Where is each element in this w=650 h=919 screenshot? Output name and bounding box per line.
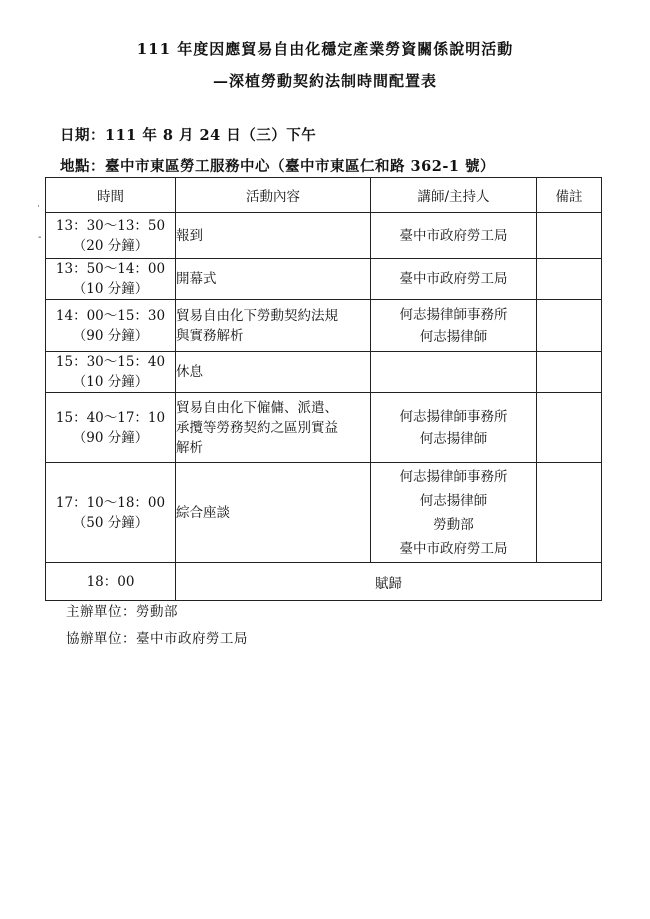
speaker-text: 勞動部 xyxy=(433,516,474,533)
table-row xyxy=(46,393,602,463)
note-cell xyxy=(537,463,602,563)
speaker-text: 臺中市政府勞工局 xyxy=(399,271,508,287)
speaker-text: 臺中市政府勞工局 xyxy=(399,227,508,244)
activity-cell xyxy=(176,352,371,393)
time-duration: （20 分鐘） xyxy=(72,237,149,254)
time-range: 14：00～15：30 xyxy=(55,307,166,324)
note-cell xyxy=(537,259,602,300)
final-label-cell: 賦歸 xyxy=(176,563,602,601)
time-duration: （10 分鐘） xyxy=(72,281,149,297)
speaker-text: 何志揚律師 xyxy=(419,430,488,447)
note-cell xyxy=(537,300,602,352)
speaker-cell xyxy=(371,393,537,463)
note-cell xyxy=(537,352,602,393)
activity-text: 承攬等勞務契約之區別實益 xyxy=(176,419,338,436)
activity-text: 休息 xyxy=(176,364,203,380)
table-row-final xyxy=(46,563,602,601)
note-cell xyxy=(537,213,602,259)
speaker-text: 何志揚律師事務所 xyxy=(399,468,508,485)
speaker-cell xyxy=(371,300,537,352)
time-range: 17：10～18：00 xyxy=(55,494,166,511)
time-duration: （10 分鐘） xyxy=(72,374,149,390)
note-cell xyxy=(537,393,602,463)
activity-cell xyxy=(176,259,371,300)
activity-text: 與實務解析 xyxy=(176,327,244,344)
event-date: 日期：111 年 8 月 24 日（三）下午 xyxy=(60,127,317,144)
time-range: 15：40～17：10 xyxy=(55,409,166,426)
table-row xyxy=(46,259,602,300)
activity-cell xyxy=(176,393,371,463)
header-speaker: 講師/主持人 xyxy=(371,178,537,213)
activity-text: 開幕式 xyxy=(176,271,217,287)
speaker-text: 何志揚律師 xyxy=(419,492,488,509)
header-note: 備註 xyxy=(537,178,602,213)
activity-text: 解析 xyxy=(176,439,203,456)
speaker-text: 何志揚律師事務所 xyxy=(399,306,508,323)
activity-text: 貿易自由化下僱傭、派遣、 xyxy=(176,399,338,416)
schedule-table xyxy=(45,177,602,601)
time-range: 15：30～15：40 xyxy=(55,354,166,370)
activity-cell xyxy=(176,300,371,352)
activity-text: 綜合座談 xyxy=(176,504,230,521)
header-activity: 活動內容 xyxy=(176,178,371,213)
scan-mark: - xyxy=(38,232,42,243)
table-row xyxy=(46,463,602,563)
organizer: 主辦單位：勞動部 xyxy=(66,604,178,620)
table-row xyxy=(46,352,602,393)
final-time-cell: 18：00 xyxy=(46,563,176,601)
scan-mark: ˙ xyxy=(36,205,41,216)
speaker-text: 何志揚律師 xyxy=(419,328,488,345)
time-cell xyxy=(46,300,176,352)
time-duration: （90 分鐘） xyxy=(72,429,149,446)
header-time: 時間 xyxy=(46,178,176,213)
table-header-row xyxy=(46,178,602,213)
speaker-text: 臺中市政府勞工局 xyxy=(399,540,508,557)
time-cell xyxy=(46,393,176,463)
title-line-2: —深植勞動契約法制時間配置表 xyxy=(212,72,437,90)
time-cell xyxy=(46,352,176,393)
time-duration: （90 分鐘） xyxy=(72,327,149,344)
co-organizer: 協辦單位：臺中市政府勞工局 xyxy=(66,631,248,647)
time-cell xyxy=(46,463,176,563)
table-row xyxy=(46,213,602,259)
time-range: 13：30～13：50 xyxy=(55,217,166,234)
event-place: 地點：臺中市東區勞工服務中心（臺中市東區仁和路 362-1 號） xyxy=(60,158,495,175)
speaker-cell xyxy=(371,463,537,563)
activity-cell xyxy=(176,213,371,259)
speaker-text: 何志揚律師事務所 xyxy=(399,408,508,425)
time-cell xyxy=(46,259,176,300)
title-line-1: 111 年度因應貿易自由化穩定產業勞資關係說明活動 xyxy=(136,40,514,58)
time-cell xyxy=(46,213,176,259)
time-duration: （50 分鐘） xyxy=(72,514,149,531)
activity-text: 貿易自由化下勞動契約法規 xyxy=(176,307,338,324)
activity-text: 報到 xyxy=(176,227,203,244)
table-row xyxy=(46,300,602,352)
time-range: 13：50～14：00 xyxy=(55,261,166,277)
speaker-cell xyxy=(371,259,537,300)
activity-cell xyxy=(176,463,371,563)
speaker-cell xyxy=(371,213,537,259)
speaker-cell xyxy=(371,352,537,393)
